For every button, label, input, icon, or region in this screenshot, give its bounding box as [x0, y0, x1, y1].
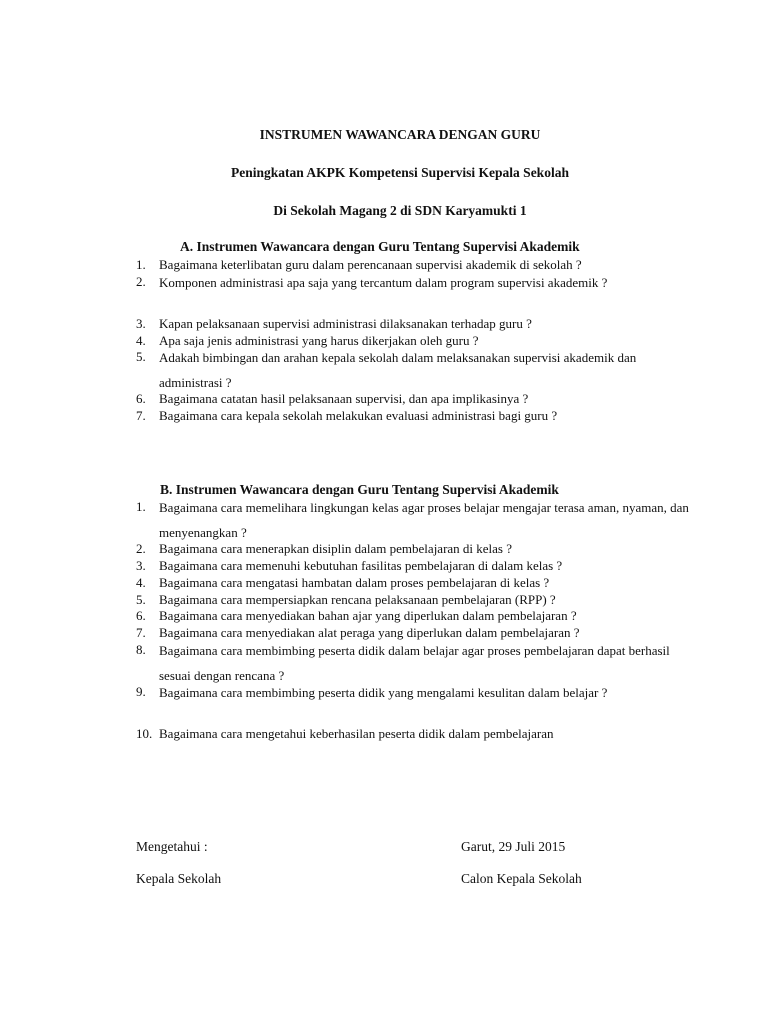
item-text: Bagaimana cara mengatasi hambatan dalam proses pembelajaran di kelas ? [159, 575, 550, 590]
item-text: Bagaimana cara menyediakan bahan ajar yang diperlukan dalam pembelajaran ? [159, 608, 577, 623]
item-number: 3. [136, 316, 146, 331]
acknowledged-label: Mengetahui : [136, 839, 208, 854]
section-a-heading: A. Instrumen Wawancara dengan Guru Tentang Supervisi Akademik [180, 239, 580, 254]
item-text: Bagaimana cara membimbing peserta didik dalam belajar agar proses pembelajaran dapat berhasil sesuai dengan rencana ? [159, 643, 670, 683]
item-text: Bagaimana cara menerapkan disiplin dalam pembelajaran di kelas ? [159, 541, 513, 556]
document-title: INSTRUMEN WAWANCARA DENGAN GURU [259, 127, 541, 142]
item-number: 10. [136, 726, 153, 741]
candidate-role: Calon Kepala Sekolah [461, 871, 582, 886]
item-text: Bagaimana cara membimbing peserta didik yang mengalami kesulitan dalam belajar ? [159, 685, 608, 700]
place-date: Garut, 29 Juli 2015 [461, 839, 566, 854]
item-number: 4. [136, 575, 146, 590]
item-number: 3. [136, 558, 146, 573]
item-number: 5. [136, 592, 146, 607]
document-subtitle: Peningkatan AKPK Kompetensi Supervisi Kepala Sekolah [231, 165, 569, 180]
item-number: 8. [136, 642, 146, 657]
item-text: Bagaimana cara memelihara lingkungan kelas agar proses belajar mengajar terasa aman, nyaman, dan menyenangkan ? [159, 500, 689, 540]
item-text: Apa saja jenis administrasi yang harus dikerjakan oleh guru ? [159, 333, 479, 348]
item-text: Komponen administrasi apa saja yang tercantum dalam program supervisi akademik ? [159, 275, 608, 290]
item-number: 2. [136, 541, 146, 556]
section-b-heading: B. Instrumen Wawancara dengan Guru Tentang Supervisi Akademik [160, 482, 559, 497]
item-text: Bagaimana cara mempersiapkan rencana pelaksanaan pembelajaran (RPP) ? [159, 592, 556, 607]
item-number: 4. [136, 333, 146, 348]
item-number: 7. [136, 625, 146, 640]
item-text: Bagaimana cara mengetahui keberhasilan peserta didik dalam pembelajaran [159, 726, 554, 741]
item-number: 9. [136, 684, 146, 699]
item-text: Bagaimana cara kepala sekolah melakukan evaluasi administrasi bagi guru ? [159, 408, 558, 423]
principal-role: Kepala Sekolah [136, 871, 222, 886]
item-number: 7. [136, 408, 146, 423]
item-text: Bagaimana catatan hasil pelaksanaan supervisi, dan apa implikasinya ? [159, 391, 529, 406]
item-text: Bagaimana keterlibatan guru dalam perencanaan supervisi akademik di sekolah ? [159, 257, 582, 272]
item-text: Adakah bimbingan dan arahan kepala sekolah dalam melaksanakan supervisi akademik dan administrasi ? [159, 350, 637, 390]
item-number: 2. [136, 274, 146, 289]
item-number: 1. [136, 499, 146, 514]
item-text: Bagaimana cara menyediakan alat peraga yang diperlukan dalam pembelajaran ? [159, 625, 580, 640]
item-number: 6. [136, 608, 146, 623]
item-text: Kapan pelaksanaan supervisi administrasi dilaksanakan terhadap guru ? [159, 316, 532, 331]
document-location: Di Sekolah Magang 2 di SDN Karyamukti 1 [273, 203, 527, 218]
item-number: 1. [136, 257, 146, 272]
item-text: Bagaimana cara memenuhi kebutuhan fasilitas pembelajaran di dalam kelas ? [159, 558, 563, 573]
item-number: 6. [136, 391, 146, 406]
item-number: 5. [136, 349, 146, 364]
